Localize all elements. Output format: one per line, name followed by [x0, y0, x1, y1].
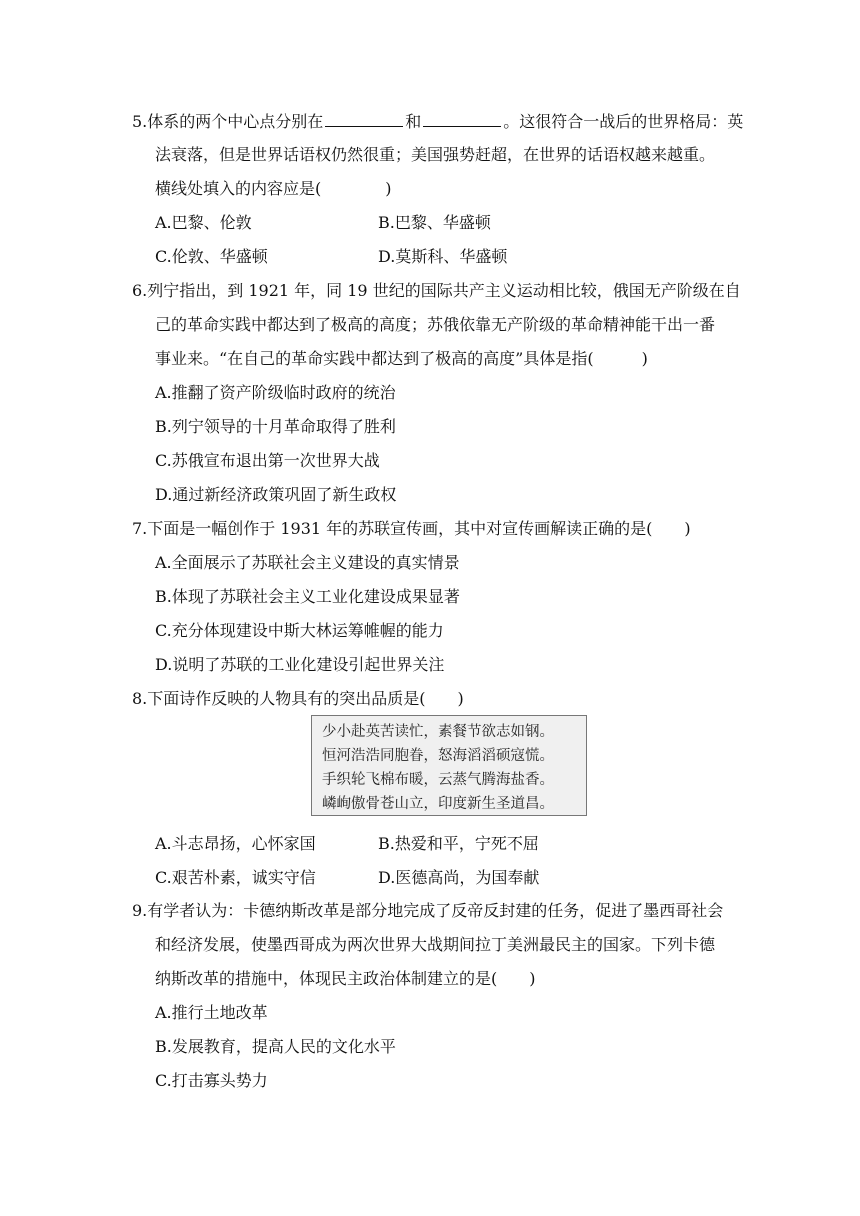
q6-line2: 己的革命实践中都达到了极高的高度；苏俄依靠无产阶级的革命精神能干出一番 — [155, 315, 716, 334]
q6-option-b: B.列宁领导的十月革命取得了胜利 — [155, 417, 396, 436]
q7-option-a: A.全面展示了苏联社会主义建设的真实情景 — [155, 553, 460, 572]
poem-line-1: 少小赴英苦读忙，素餐节欲志如钢。 — [322, 724, 554, 740]
q5-option-b: B.巴黎、华盛顿 — [378, 213, 491, 232]
q5-blank-2 — [423, 109, 501, 127]
q8-option-d: D.医德高尚，为国奉献 — [378, 868, 540, 887]
poem-box — [311, 715, 587, 816]
q6-line1: 6.列宁指出，到 1921 年，同 19 世纪的国际共产主义运动相比较，俄国无产阶级在自 — [132, 281, 741, 300]
q9-line2: 和经济发展，使墨西哥成为两次世界大战期间拉丁美洲最民主的国家。下列卡德 — [155, 935, 716, 954]
q7-option-d: D.说明了苏联的工业化建设引起世界关注 — [155, 655, 445, 674]
q9-option-c: C.打击寡头势力 — [155, 1071, 268, 1090]
q5-line1 — [132, 109, 743, 134]
q9-option-b: B.发展教育，提高人民的文化水平 — [155, 1037, 396, 1056]
q6-line3: 事业来。“在自己的革命实践中都达到了极高的高度”具体是指( ) — [155, 349, 648, 368]
q8-option-a: A.斗志昂扬，心怀家国 — [155, 834, 316, 853]
q5-option-c: C.伦敦、华盛顿 — [155, 247, 268, 266]
poem-line-3: 手织轮飞棉布暖，云蒸气腾海盐香。 — [322, 772, 554, 788]
q5-line2: 法衰落，但是世界话语权仍然很重；美国强势赶超，在世界的话语权越来越重。 — [155, 145, 716, 164]
q8-option-b: B.热爱和平，宁死不屈 — [378, 834, 539, 853]
q9-line3: 纳斯改革的措施中，体现民主政治体制建立的是( ) — [155, 969, 536, 988]
q6-option-d: D.通过新经济政策巩固了新生政权 — [155, 485, 397, 504]
q7-option-b: B.体现了苏联社会主义工业化建设成果显著 — [155, 587, 460, 606]
q6-option-c: C.苏俄宣布退出第一次世界大战 — [155, 451, 380, 470]
q9-line1: 9.有学者认为：卡德纳斯改革是部分地完成了反帝反封建的任务，促进了墨西哥社会 — [132, 901, 724, 920]
q5-blank-1 — [325, 109, 403, 127]
q5-text-a: 5.体系的两个中心点分别在 — [132, 112, 324, 131]
poem-line-2: 恒河浩浩同胞眷，怒海滔滔硕寇慌。 — [322, 748, 554, 764]
q5-option-a: A.巴黎、伦敦 — [155, 213, 252, 232]
poem-line-4: 嶙峋傲骨苍山立，印度新生圣道昌。 — [322, 796, 554, 812]
q5-text-b: 和 — [405, 112, 422, 131]
q9-option-a: A.推行土地改革 — [155, 1003, 268, 1022]
q6-option-a: A.推翻了资产阶级临时政府的统治 — [155, 383, 396, 402]
q5-text-c: 。这很符合一战后的世界格局：英 — [503, 112, 744, 131]
q7-line1: 7.下面是一幅创作于 1931 年的苏联宣传画，其中对宣传画解读正确的是( ) — [132, 519, 691, 538]
q8-option-c: C.艰苦朴素，诚实守信 — [155, 868, 316, 887]
q8-line1: 8.下面诗作反映的人物具有的突出品质是( ) — [132, 689, 464, 708]
q5-option-d: D.莫斯科、华盛顿 — [378, 247, 508, 266]
q5-line3: 横线处填入的内容应是( ) — [155, 179, 392, 198]
q7-option-c: C.充分体现建设中斯大林运筹帷幄的能力 — [155, 621, 444, 640]
